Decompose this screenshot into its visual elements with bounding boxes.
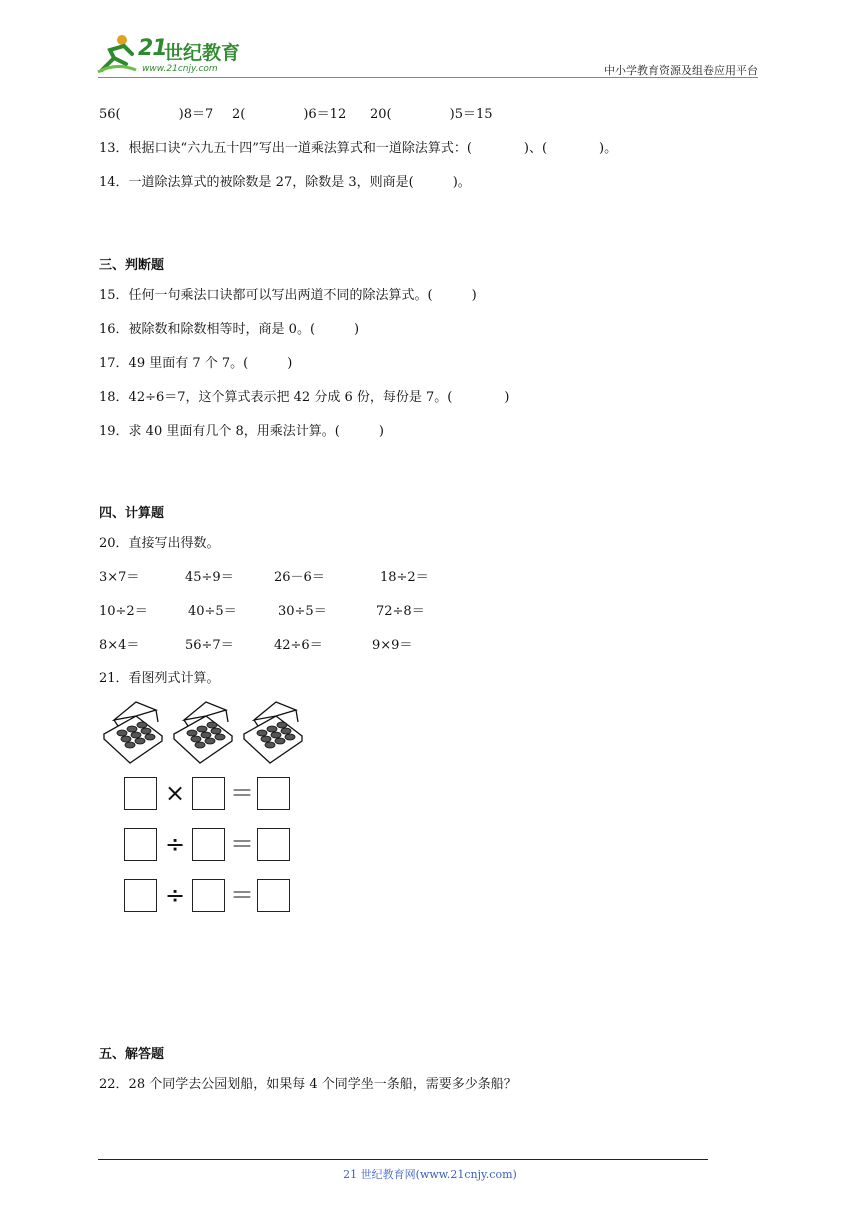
question-13: 13．根据口诀“六九五十四”写出一道乘法算式和一道除法算式：( )、( )。 <box>99 141 618 156</box>
answer-box[interactable] <box>124 879 157 912</box>
calc-item: 8×4＝ <box>99 638 140 653</box>
cake-box-icon <box>104 702 162 763</box>
q12-a-left: 56( <box>99 107 121 122</box>
calc-item: 30÷5＝ <box>278 604 327 619</box>
answer-box[interactable] <box>192 777 225 810</box>
answer-box[interactable] <box>124 828 157 861</box>
operator: × <box>165 779 186 807</box>
cake-boxes-figure <box>100 698 305 764</box>
runner-icon <box>96 32 140 76</box>
calc-item: 56÷7＝ <box>185 638 234 653</box>
answer-box[interactable] <box>257 777 290 810</box>
calc-item: 18÷2＝ <box>380 570 429 585</box>
calc-item: 26－6＝ <box>274 570 325 585</box>
answer-box[interactable] <box>192 828 225 861</box>
section-answer-title: 五、解答题 <box>99 1047 165 1062</box>
calc-item: 45÷9＝ <box>185 570 234 585</box>
header-divider <box>98 77 758 78</box>
question-18: 18．42÷6＝7，这个算式表示把 42 分成 6 份，每份是 7。( ) <box>99 390 510 405</box>
logo-number: 21 <box>138 36 167 61</box>
q12-c-right: )5＝15 <box>449 107 493 122</box>
question-17: 17．49 里面有 7 个 7。( ) <box>99 356 293 371</box>
calc-item: 42÷6＝ <box>274 638 323 653</box>
q12-b-right: )6＝12 <box>303 107 347 122</box>
footer-divider <box>98 1159 708 1160</box>
equals-sign: ＝ <box>230 830 254 858</box>
cake-box-icon <box>174 702 232 763</box>
answer-box[interactable] <box>257 828 290 861</box>
calc-item: 10÷2＝ <box>99 604 148 619</box>
q12-c-left: 20( <box>370 107 392 122</box>
operator: ÷ <box>165 881 186 909</box>
header-tagline: 中小学教育资源及组卷应用平台 <box>604 64 758 77</box>
question-21: 21．看图列式计算。 <box>99 671 220 686</box>
question-16: 16．被除数和除数相等时，商是 0。( ) <box>99 322 360 337</box>
answer-box[interactable] <box>257 879 290 912</box>
question-19: 19．求 40 里面有几个 8，用乘法计算。( ) <box>99 424 384 439</box>
section-judge-title: 三、判断题 <box>99 258 165 273</box>
calc-item: 40÷5＝ <box>188 604 237 619</box>
q12-b-left: 2( <box>232 107 246 122</box>
calc-item: 9×9＝ <box>372 638 413 653</box>
operator: ÷ <box>165 830 186 858</box>
footer-link[interactable]: 21 世纪教育网(www.21cnjy.com) <box>343 1168 517 1181</box>
calc-item: 3×7＝ <box>99 570 140 585</box>
q12-part-a <box>99 106 213 124</box>
answer-box[interactable] <box>192 879 225 912</box>
logo-url: www.21cnjy.com <box>142 64 218 74</box>
q12-part-c <box>370 106 493 124</box>
logo-text: 世纪教育 <box>164 42 241 64</box>
q12-part-b <box>232 106 346 124</box>
question-22: 22．28 个同学去公园划船，如果每 4 个同学坐一条船，需要多少条船？ <box>99 1077 517 1092</box>
q12-a-right: )8＝7 <box>178 107 214 122</box>
site-logo <box>96 32 266 76</box>
cake-box-icon <box>244 702 302 763</box>
equals-sign: ＝ <box>230 881 254 909</box>
equals-sign: ＝ <box>230 779 254 807</box>
section-calc-title: 四、计算题 <box>99 506 165 521</box>
calc-item: 72÷8＝ <box>376 604 425 619</box>
answer-box[interactable] <box>124 777 157 810</box>
question-14: 14．一道除法算式的被除数是 27，除数是 3，则商是( )。 <box>99 175 471 190</box>
question-20: 20．直接写出得数。 <box>99 536 220 551</box>
question-15: 15．任何一句乘法口诀都可以写出两道不同的除法算式。( ) <box>99 288 477 303</box>
